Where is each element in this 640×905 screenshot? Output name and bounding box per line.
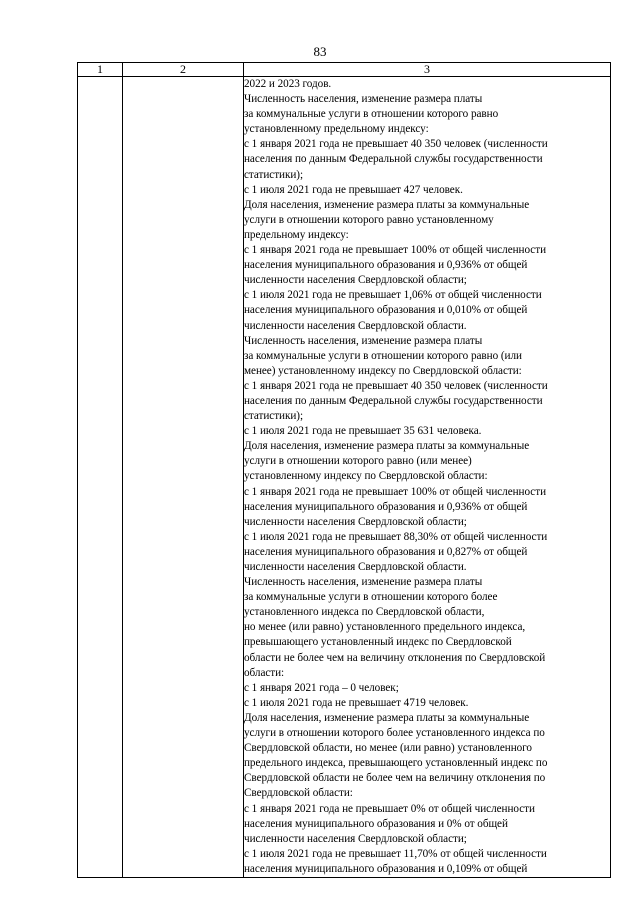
cell-text-block <box>244 77 610 877</box>
text-line: с 1 июля 2021 года не превышает 88,30% от общей численности <box>244 530 548 543</box>
cell-col-1 <box>78 77 123 878</box>
text-line: установленного индекса по Свердловской области, <box>244 606 485 619</box>
text-line: за коммунальные услуги в отношении которого более <box>244 591 498 604</box>
text-line: численности населения Свердловской области; <box>244 515 467 528</box>
header-row <box>78 63 611 77</box>
cell-col-2 <box>123 77 244 878</box>
text-line: с 1 июля 2021 года не превышает 1,06% от общей численности <box>244 289 542 302</box>
text-line: предельного индекса, превышающего установленный индекс по <box>244 757 548 770</box>
text-line: услуги в отношении которого более установленного индекса по <box>244 727 545 740</box>
page-number: 83 <box>313 44 327 59</box>
text-line: с 1 июля 2021 года не превышает 11,70% от общей численности <box>244 847 547 860</box>
text-line: населения муниципального образования и 0,010% от общей <box>244 304 528 317</box>
text-line: за коммунальные услуги в отношении которого равно <box>244 108 499 121</box>
text-line: численности населения Свердловской области; <box>244 274 467 287</box>
text-line: установленному предельному индексу: <box>244 123 429 136</box>
text-line: с 1 июля 2021 года не превышает 35 631 человека. <box>244 425 482 438</box>
table-row <box>78 77 611 878</box>
text-line: населения муниципального образования и 0,936% от общей <box>244 500 528 513</box>
text-line: численности населения Свердловской области. <box>244 561 467 573</box>
text-line: населения муниципального образования и 0,109% от общей <box>244 862 528 875</box>
text-line: населения муниципального образования и 0,936% от общей <box>244 259 528 272</box>
text-line: населения муниципального образования и 0,827% от общей <box>244 545 528 558</box>
text-line: с 1 июля 2021 года не превышает 4719 человек. <box>244 696 469 709</box>
text-line: Численность населения, изменение размера платы <box>244 93 483 106</box>
text-line: Численность населения, изменение размера платы <box>244 576 483 589</box>
text-line: Свердловской области не более чем на величину отклонения по <box>244 772 546 785</box>
text-line: менее) установленному индексу по Свердловской области: <box>244 364 522 377</box>
text-line: области не более чем на величину отклонения по Свердловской <box>244 651 546 664</box>
text-line: населения муниципального образования и 0% от общей <box>244 817 508 830</box>
text-line: за коммунальные услуги в отношении которого равно (или <box>244 349 522 362</box>
text-line: Численность населения, изменение размера платы <box>244 334 483 347</box>
text-line: предельному индексу: <box>244 228 349 241</box>
text-line: с 1 января 2021 года не превышает 100% от общей численности <box>244 244 547 257</box>
text-line: численности населения Свердловской области. <box>244 319 467 332</box>
document-table <box>77 62 611 878</box>
text-line: но менее (или равно) установленного предельного индекса, <box>244 621 526 634</box>
text-line: Доля населения, изменение размера платы за коммунальные <box>244 440 530 453</box>
text-line: Доля населения, изменение размера платы за коммунальные <box>244 198 530 211</box>
text-line: с 1 января 2021 года – 0 человек; <box>244 681 399 694</box>
cell-col-3 <box>244 77 611 878</box>
text-line: населения по данным Федеральной службы государственности <box>244 153 543 166</box>
text-line: с 1 января 2021 года не превышает 40 350 человек (численности <box>244 138 548 151</box>
column-header-1: 1 <box>78 63 123 77</box>
text-line: населения по данным Федеральной службы государственности <box>244 394 543 407</box>
text-line: Доля населения, изменение размера платы за коммунальные <box>244 711 530 724</box>
text-line: статистики); <box>244 168 304 181</box>
column-header-3: 3 <box>244 63 611 77</box>
text-line: 2022 и 2023 годов. <box>244 78 332 90</box>
text-line: с 1 января 2021 года не превышает 100% от общей численности <box>244 485 547 498</box>
text-line: превышающего установленный индекс по Свердловской <box>244 636 512 649</box>
column-header-2: 2 <box>123 63 244 77</box>
text-line: с 1 января 2021 года не превышает 0% от общей численности <box>244 802 535 815</box>
text-line: с 1 июля 2021 года не превышает 427 человек. <box>244 183 463 196</box>
text-line: области: <box>244 666 285 679</box>
text-line: Свердловской области: <box>244 787 353 800</box>
text-line: с 1 января 2021 года не превышает 40 350 человек (численности <box>244 379 548 392</box>
text-line: Свердловской области, но менее (или равно) установленного <box>244 742 532 755</box>
text-line: численности населения Свердловской области; <box>244 832 467 845</box>
text-line: статистики); <box>244 410 304 423</box>
text-line: услуги в отношении которого равно установленному <box>244 213 494 226</box>
text-line: услуги в отношении которого равно (или менее) <box>244 455 472 468</box>
text-line: установленному индексу по Свердловской области: <box>244 470 488 483</box>
